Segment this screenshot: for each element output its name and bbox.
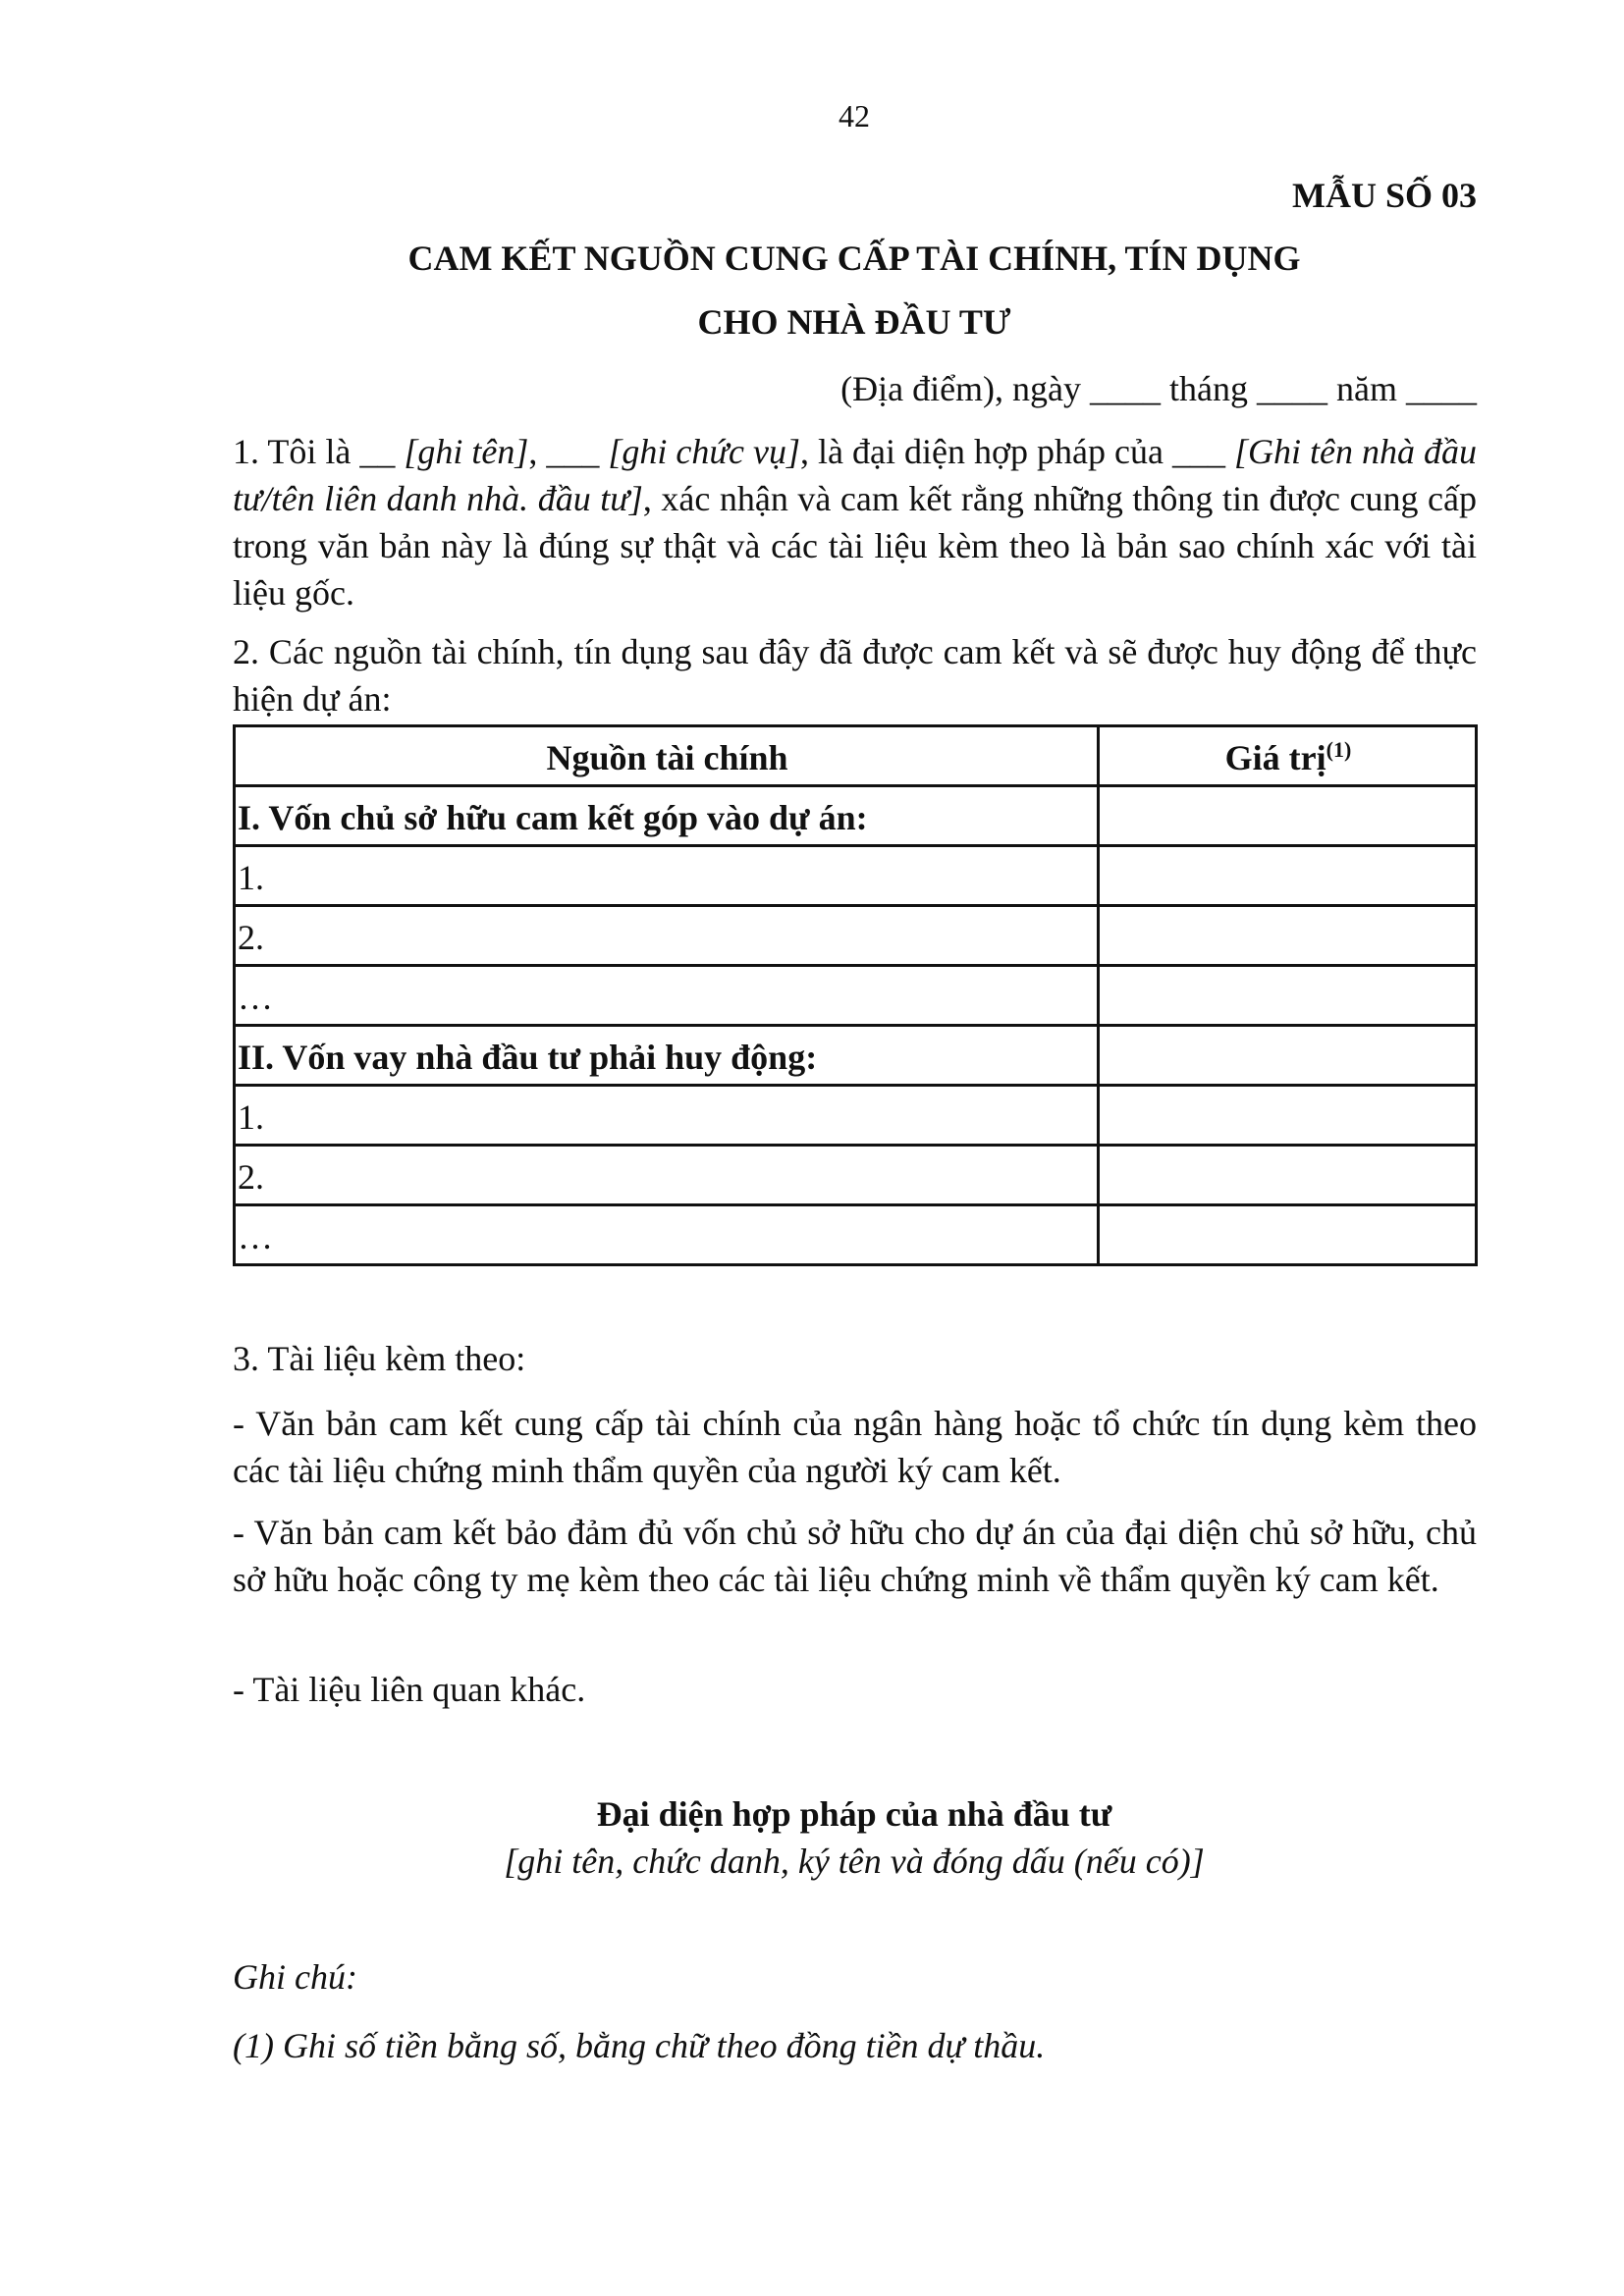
row-source-cell: 1. bbox=[235, 1086, 1099, 1146]
date-line: (Địa điểm), ngày ____ tháng ____ năm ____ bbox=[840, 369, 1477, 408]
para1-placeholder-investor: [Ghi tên nhà đầu tư/tên liên danh nhà. đầu tư] bbox=[233, 432, 1477, 518]
table-row bbox=[235, 966, 1477, 1026]
para1-placeholder-name: [ghi tên] bbox=[404, 432, 529, 471]
page-number: 42 bbox=[839, 98, 870, 133]
row-value-cell bbox=[1099, 1205, 1477, 1265]
table-row bbox=[235, 1205, 1477, 1265]
row-source-cell: 2. bbox=[235, 906, 1099, 966]
paragraph-1 bbox=[233, 428, 1477, 616]
row-source-cell: 2. bbox=[235, 1146, 1099, 1205]
document-title-line2: CHO NHÀ ĐẦU TƯ bbox=[697, 302, 1011, 342]
row-value-cell bbox=[1099, 786, 1477, 846]
header-value: Giá trị$^{(1)}$ bbox=[1099, 726, 1477, 786]
financial-sources-table bbox=[233, 724, 1478, 1266]
header-source: Nguồn tài chính bbox=[235, 726, 1099, 786]
notes-title: Ghi chú: bbox=[233, 1957, 357, 1997]
header-value-footnote: (1) bbox=[1326, 737, 1352, 762]
table-row bbox=[235, 1026, 1477, 1086]
attachments-heading: 3. Tài liệu kèm theo: bbox=[233, 1339, 526, 1378]
row-value-cell bbox=[1099, 1026, 1477, 1086]
row-value-cell bbox=[1099, 1146, 1477, 1205]
row-source-cell: … bbox=[235, 966, 1099, 1026]
row-value-cell bbox=[1099, 1086, 1477, 1146]
para1-placeholder-position: [ghi chức vụ] bbox=[608, 432, 800, 471]
para1-text-2: , ___ bbox=[528, 432, 609, 471]
document-title-line1: CAM KẾT NGUỒN CUNG CẤP TÀI CHÍNH, TÍN DỤNG bbox=[407, 239, 1301, 278]
para1-text-1: 1. Tôi là __ bbox=[233, 432, 405, 471]
para1-text-3: , là đại diện hợp pháp của ___ bbox=[800, 432, 1234, 471]
table-row bbox=[235, 846, 1477, 906]
table-row bbox=[235, 906, 1477, 966]
table-row bbox=[235, 786, 1477, 846]
row-value-cell bbox=[1099, 966, 1477, 1026]
note-1: (1) Ghi số tiền bằng số, bằng chữ theo đồng tiền dự thầu. bbox=[233, 2026, 1046, 2065]
row-value-cell bbox=[1099, 906, 1477, 966]
row-value-cell bbox=[1099, 846, 1477, 906]
attachment-item-1: - Văn bản cam kết cung cấp tài chính của ngân hàng hoặc tổ chức tín dụng kèm theo các tài liệu chứng minh thẩm quyền của người ký cam kết. bbox=[233, 1404, 1477, 1490]
attachment-item-2: - Văn bản cam kết bảo đảm đủ vốn chủ sở hữu cho dự án của đại diện chủ sở hữu, chủ sở hữu hoặc công ty mẹ kèm theo các tài liệu chứng minh về thẩm quyền ký cam kết. bbox=[233, 1513, 1477, 1599]
row-source-cell: I. Vốn chủ sở hữu cam kết góp vào dự án: bbox=[235, 786, 1099, 846]
row-source-cell: II. Vốn vay nhà đầu tư phải huy động: bbox=[235, 1026, 1099, 1086]
table-row bbox=[235, 1146, 1477, 1205]
paragraph-2: 2. Các nguồn tài chính, tín dụng sau đây đã được cam kết và sẽ được huy động để thực hiện dự án: bbox=[233, 632, 1477, 719]
row-source-cell: 1. bbox=[235, 846, 1099, 906]
attachment-item-3: - Tài liệu liên quan khác. bbox=[233, 1670, 586, 1709]
form-number: MẪU SỐ 03 bbox=[1292, 176, 1477, 215]
row-source-cell: … bbox=[235, 1205, 1099, 1265]
signature-instructions: [ghi tên, chức danh, ký tên và đóng dấu (nếu có)] bbox=[504, 1842, 1205, 1881]
para1-text-4: , xác nhận và cam kết rằng những thông tin được cung cấp trong văn bản này là đúng sự thật và các tài liệu kèm theo là bản sao chính xác với tài liệu gốc. bbox=[233, 479, 1478, 613]
table-header-row bbox=[235, 726, 1477, 786]
signature-title: Đại diện hợp pháp của nhà đầu tư bbox=[596, 1794, 1112, 1834]
table-row bbox=[235, 1086, 1477, 1146]
